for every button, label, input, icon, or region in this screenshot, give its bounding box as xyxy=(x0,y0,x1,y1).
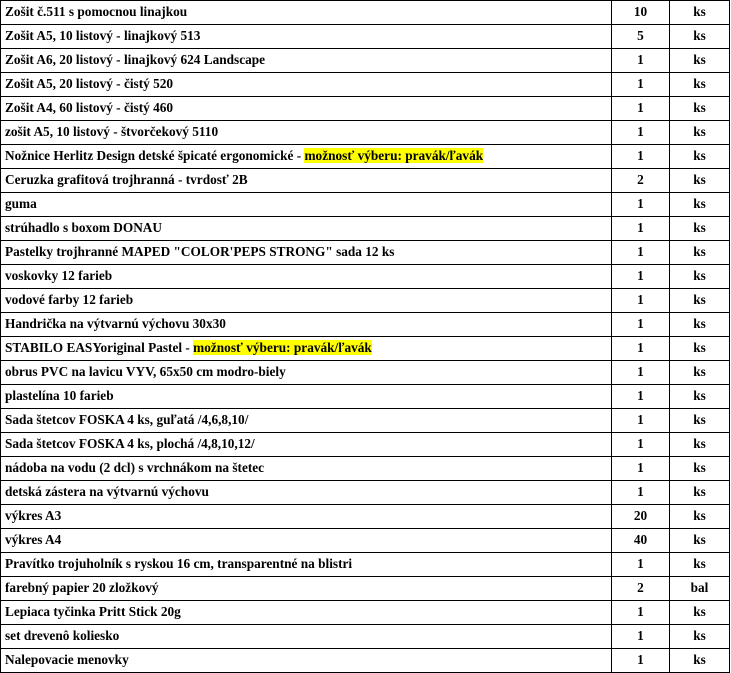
unit-cell: ks xyxy=(670,553,730,577)
quantity-cell: 20 xyxy=(612,505,670,529)
quantity-cell: 1 xyxy=(612,313,670,337)
quantity-cell: 1 xyxy=(612,73,670,97)
item-name-text: zošit A5, 10 listový - štvorčekový 5110 xyxy=(5,124,219,139)
unit-cell: ks xyxy=(670,625,730,649)
quantity-cell: 1 xyxy=(612,625,670,649)
item-name-cell xyxy=(1,601,612,625)
table-row xyxy=(1,73,730,97)
quantity-cell: 1 xyxy=(612,601,670,625)
item-name-cell xyxy=(1,265,612,289)
item-name-text: výkres A4 xyxy=(5,532,62,547)
quantity-cell: 2 xyxy=(612,169,670,193)
unit-cell: ks xyxy=(670,217,730,241)
table-row xyxy=(1,49,730,73)
table-row xyxy=(1,25,730,49)
item-name-text: Pastelky trojhranné MAPED "COLOR'PEPS STRONG" sada 12 ks xyxy=(5,244,395,259)
quantity-cell: 1 xyxy=(612,193,670,217)
quantity-cell: 1 xyxy=(612,361,670,385)
item-name-text: Lepiaca tyčinka Pritt Stick 20g xyxy=(5,604,181,619)
unit-cell: ks xyxy=(670,337,730,361)
quantity-cell: 1 xyxy=(612,337,670,361)
unit-cell: ks xyxy=(670,313,730,337)
table-row xyxy=(1,313,730,337)
item-name-cell xyxy=(1,481,612,505)
item-name-text: Sada štetcov FOSKA 4 ks, guľatá /4,6,8,10/ xyxy=(5,412,249,427)
unit-cell: ks xyxy=(670,649,730,673)
table-row xyxy=(1,289,730,313)
item-name-text: výkres A3 xyxy=(5,508,62,523)
item-name-text: Zošit A4, 60 listový - čistý 460 xyxy=(5,100,174,115)
item-name-text: voskovky 12 farieb xyxy=(5,268,113,283)
item-name-cell xyxy=(1,25,612,49)
unit-cell: ks xyxy=(670,457,730,481)
unit-cell: ks xyxy=(670,25,730,49)
table-row xyxy=(1,1,730,25)
item-option-highlight: možnosť výberu: pravák/ľavák xyxy=(193,340,372,355)
table-row xyxy=(1,553,730,577)
table-row xyxy=(1,217,730,241)
item-name-cell xyxy=(1,385,612,409)
item-name-text: Zošit č.511 s pomocnou linajkou xyxy=(5,4,188,19)
table-row xyxy=(1,481,730,505)
unit-cell: ks xyxy=(670,193,730,217)
unit-cell: ks xyxy=(670,529,730,553)
table-row xyxy=(1,385,730,409)
unit-cell: ks xyxy=(670,289,730,313)
item-name-cell xyxy=(1,577,612,601)
table-row xyxy=(1,577,730,601)
quantity-cell: 5 xyxy=(612,25,670,49)
unit-cell: bal xyxy=(670,577,730,601)
item-name-text: plastelína 10 farieb xyxy=(5,388,114,403)
unit-cell: ks xyxy=(670,505,730,529)
table-row xyxy=(1,121,730,145)
quantity-cell: 1 xyxy=(612,241,670,265)
item-option-highlight: možnosť výberu: pravák/ľavák xyxy=(304,148,484,163)
quantity-cell: 1 xyxy=(612,649,670,673)
unit-cell: ks xyxy=(670,73,730,97)
quantity-cell: 1 xyxy=(612,121,670,145)
table-row xyxy=(1,457,730,481)
item-name-text: set drevenô koliesko xyxy=(5,628,120,643)
item-name-cell xyxy=(1,457,612,481)
unit-cell: ks xyxy=(670,241,730,265)
item-name-cell xyxy=(1,553,612,577)
item-name-text: detská zástera na výtvarnú výchovu xyxy=(5,484,209,499)
item-name-text: guma xyxy=(5,196,37,211)
table-row xyxy=(1,433,730,457)
item-name-cell xyxy=(1,193,612,217)
quantity-cell: 1 xyxy=(612,409,670,433)
unit-cell: ks xyxy=(670,385,730,409)
quantity-cell: 1 xyxy=(612,49,670,73)
table-row xyxy=(1,625,730,649)
item-name-text: Handrička na výtvarnú výchovu 30x30 xyxy=(5,316,226,331)
item-name-cell xyxy=(1,529,612,553)
table-row xyxy=(1,97,730,121)
unit-cell: ks xyxy=(670,169,730,193)
quantity-cell: 1 xyxy=(612,289,670,313)
unit-cell: ks xyxy=(670,409,730,433)
unit-cell: ks xyxy=(670,145,730,169)
item-name-cell xyxy=(1,121,612,145)
table-row xyxy=(1,409,730,433)
table-row xyxy=(1,361,730,385)
quantity-cell: 2 xyxy=(612,577,670,601)
table-row xyxy=(1,265,730,289)
table-row xyxy=(1,193,730,217)
unit-cell: ks xyxy=(670,433,730,457)
table-body xyxy=(1,1,730,673)
item-name-cell xyxy=(1,169,612,193)
table-row xyxy=(1,337,730,361)
item-name-cell xyxy=(1,649,612,673)
item-name-cell xyxy=(1,337,612,361)
unit-cell: ks xyxy=(670,481,730,505)
item-name-text: strúhadlo s boxom DONAU xyxy=(5,220,162,235)
item-name-cell xyxy=(1,97,612,121)
item-name-cell xyxy=(1,289,612,313)
table-row xyxy=(1,145,730,169)
unit-cell: ks xyxy=(670,601,730,625)
unit-cell: ks xyxy=(670,49,730,73)
unit-cell: ks xyxy=(670,97,730,121)
item-name-text: Nožnice Herlitz Design detské špicaté ergonomické - xyxy=(5,148,305,163)
item-name-cell xyxy=(1,241,612,265)
item-name-cell xyxy=(1,625,612,649)
item-name-cell xyxy=(1,145,612,169)
item-name-text: Zošit A5, 10 listový - linajkový 513 xyxy=(5,28,201,43)
item-name-cell xyxy=(1,409,612,433)
table-row xyxy=(1,169,730,193)
item-name-text: Nalepovacie menovky xyxy=(5,652,129,667)
item-name-text: STABILO EASYoriginal Pastel - xyxy=(5,340,194,355)
quantity-cell: 1 xyxy=(612,433,670,457)
item-name-text: vodové farby 12 farieb xyxy=(5,292,134,307)
quantity-cell: 40 xyxy=(612,529,670,553)
item-name-text: Sada štetcov FOSKA 4 ks, plochá /4,8,10,12/ xyxy=(5,436,255,451)
unit-cell: ks xyxy=(670,121,730,145)
item-name-cell xyxy=(1,505,612,529)
item-name-cell xyxy=(1,1,612,25)
item-name-text: nádoba na vodu (2 dcl) s vrchnákom na štetec xyxy=(5,460,265,475)
table-row xyxy=(1,649,730,673)
item-name-text: obrus PVC na lavicu VYV, 65x50 cm modro-biely xyxy=(5,364,286,379)
quantity-cell: 1 xyxy=(612,385,670,409)
table-row xyxy=(1,601,730,625)
item-name-text: Pravítko trojuholník s ryskou 16 cm, transparentné na blistri xyxy=(5,556,353,571)
quantity-cell: 1 xyxy=(612,265,670,289)
quantity-cell: 1 xyxy=(612,553,670,577)
item-name-cell xyxy=(1,217,612,241)
item-name-cell xyxy=(1,49,612,73)
quantity-cell: 10 xyxy=(612,1,670,25)
quantity-cell: 1 xyxy=(612,457,670,481)
quantity-cell: 1 xyxy=(612,217,670,241)
item-name-cell xyxy=(1,73,612,97)
item-name-text: Ceruzka grafitová trojhranná - tvrdosť 2B xyxy=(5,172,248,187)
item-name-cell xyxy=(1,361,612,385)
table-row xyxy=(1,241,730,265)
unit-cell: ks xyxy=(670,1,730,25)
quantity-cell: 1 xyxy=(612,97,670,121)
unit-cell: ks xyxy=(670,361,730,385)
item-name-cell xyxy=(1,433,612,457)
item-name-cell xyxy=(1,313,612,337)
item-name-text: Zošit A6, 20 listový - linajkový 624 Landscape xyxy=(5,52,266,67)
table-row xyxy=(1,505,730,529)
item-name-text: farebný papier 20 zložkový xyxy=(5,580,159,595)
quantity-cell: 1 xyxy=(612,481,670,505)
unit-cell: ks xyxy=(670,265,730,289)
table-row xyxy=(1,529,730,553)
item-name-text: Zošit A5, 20 listový - čistý 520 xyxy=(5,76,174,91)
quantity-cell: 1 xyxy=(612,145,670,169)
